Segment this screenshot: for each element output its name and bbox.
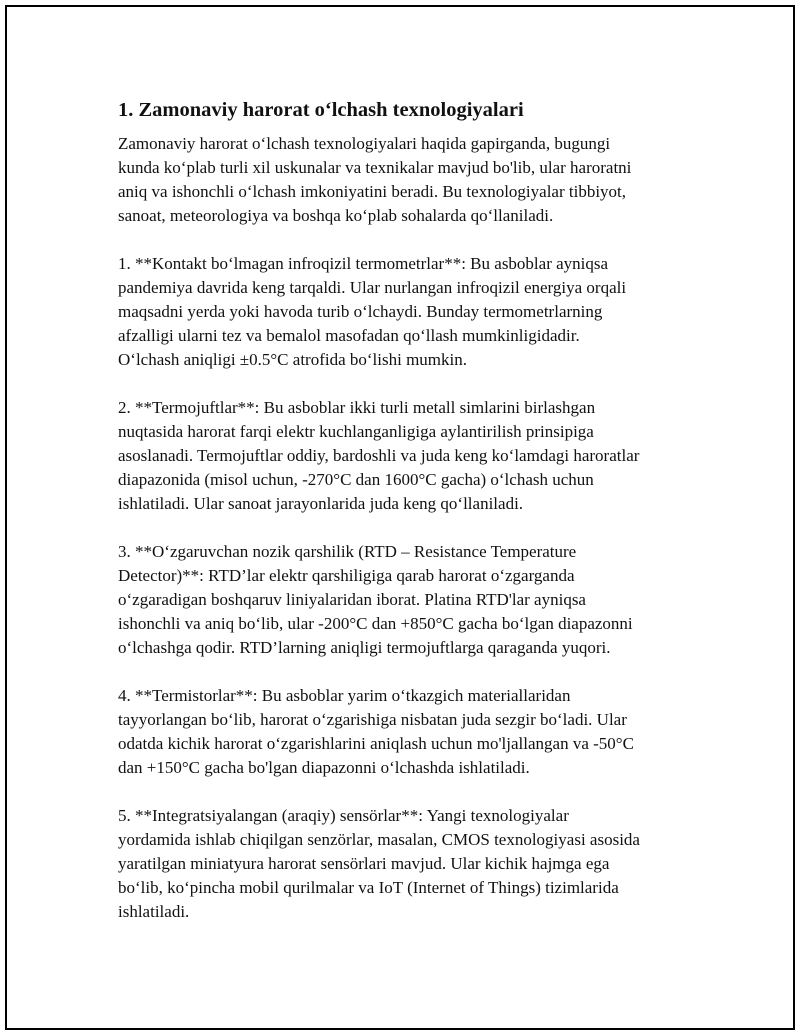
section-heading: 1. Zamonaviy harorat o‘lchash texnologiyalari xyxy=(118,99,524,121)
paragraph-thermistors: 4. **Termistorlar**: Bu asboblar yarim o‘tkazgich materiallaridan tayyorlangan bo‘lib, harorat o‘zgarishiga nisbatan juda sezgir bo‘ladi. Ular odatda kichik harorat o‘zgarishlarini aniqlash uchun mo'ljallangan va -50°C dan +150°C gacha bo'lgan diapazonni o‘lchashda ishlatiladi. xyxy=(118,686,634,777)
document-body xyxy=(118,97,688,924)
paragraph-infrared-thermometers: 1. **Kontakt bo‘lmagan infroqizil termometrlar**: Bu asboblar ayniqsa pandemiya davrida keng tarqaldi. Ular nurlangan infroqizil energiya orqali maqsadni yerda yoki havoda turib o‘lchaydi. Bunday termometrlarning afzalligi ularni tez va bemalol masofadan qo‘llash mumkinligidadir. O‘lchash aniqligi ±0.5°C atrofida bo‘lishi mumkin. xyxy=(118,254,627,369)
paragraph-thermocouples: 2. **Termojuftlar**: Bu asboblar ikki turli metall simlarini birlashgan nuqtasida harorat farqi elektr kuchlanganligiga aylantirilish prinsipiga asoslanadi. Termojuftlar oddiy, bardoshli va juda keng ko‘lamdagi haroratlar diapazonida (misol uchun, -270°C dan 1600°C gacha) o‘lchash uchun ishlatiladi. Ular sanoat jarayonlarida juda keng qo‘llaniladi. xyxy=(118,398,640,513)
page-frame xyxy=(5,5,795,1030)
paragraph-rtd: 3. **O‘zgaruvchan nozik qarshilik (RTD – Resistance Temperature Detector)**: RTD’lar elektr qarshiligiga qarab harorat o‘zgarganda o‘zgaradigan boshqaruv liniyalaridan iborat. Platina RTD'lar ayniqsa ishonchli va aniq bo‘lib, ular -200°C dan +850°C gacha bo‘lgan diapazonni o‘lchashga qodir. RTD’larning aniqligi termojuftlarga qaraganda yuqori. xyxy=(118,542,633,657)
intro-paragraph: Zamonaviy harorat o‘lchash texnologiyalari haqida gapirganda, bugungi kunda ko‘plab turli xil uskunalar va texnikalar mavjud bo'lib, ular haroratni aniq va ishonchli o‘lchash imkoniyatini beradi. Bu texnologiyalar tibbiyot, sanoat, meteorologiya va boshqa ko‘plab sohalarda qo‘llaniladi. xyxy=(118,134,632,225)
paragraph-integrated-sensors: 5. **Integratsiyalangan (araqiy) sensörlar**: Yangi texnologiyalar yordamida ishlab chiqilgan senzörlar, masalan, CMOS texnologiyasi asosida yaratilgan miniatyura harorat sensörlari mavjud. Ular kichik hajmga ega bo‘lib, ko‘pincha mobil qurilmalar va IoT (Internet of Things) tizimlarida ishlatiladi. xyxy=(118,806,640,921)
